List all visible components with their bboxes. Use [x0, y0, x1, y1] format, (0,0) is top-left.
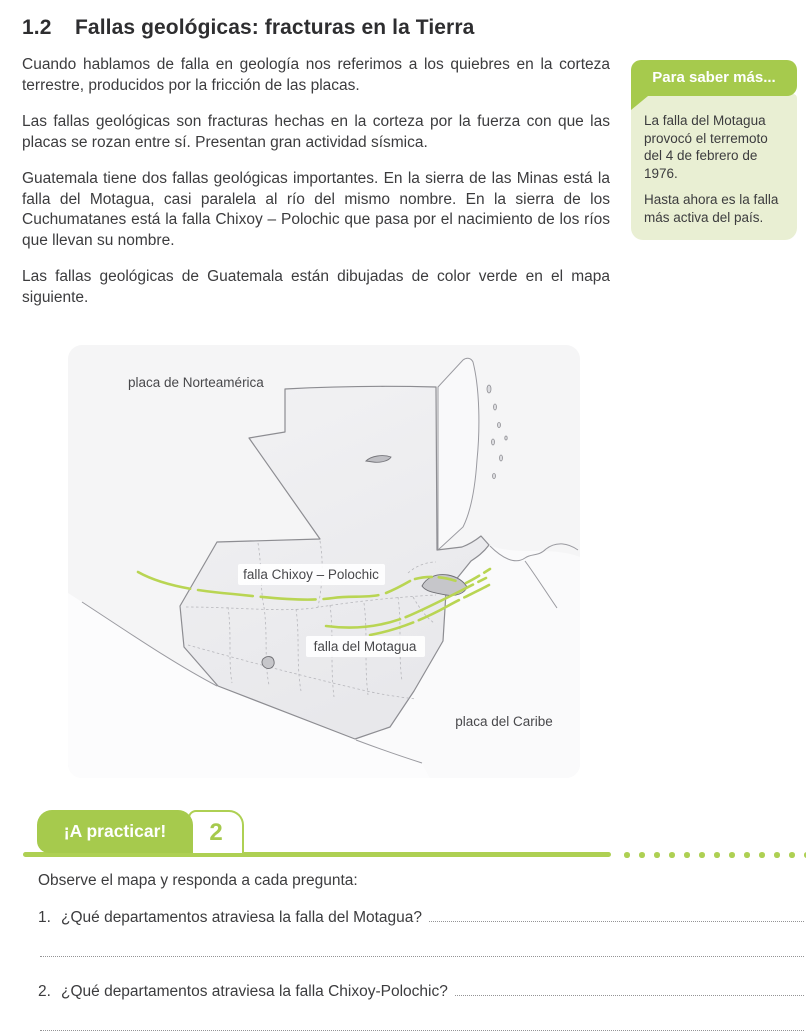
infobox-title: Para saber más...	[652, 69, 776, 86]
speech-bubble-tail	[631, 96, 648, 110]
infobox-body	[631, 94, 797, 240]
practice-badge: ¡A practicar!	[37, 810, 193, 853]
map-label-caribbean-plate: placa del Caribe	[455, 714, 553, 729]
dotted-divider	[624, 852, 806, 858]
infobox-paragraph: La falla del Motagua provocó el terremoto del 4 de febrero de 1976.	[644, 113, 768, 181]
practice-section	[20, 805, 806, 1031]
body-paragraph: Guatemala tiene dos fallas geológicas importantes. En la sierra de las Minas está la falla del Motagua, casi paralela al río del mismo nombre. En la sierra de los Cuchumatanes está la falla Chixoy – Polochic que pasa por el nacimiento de los ríos que llevan su nombre.	[22, 170, 610, 249]
question-number: 2.	[38, 983, 51, 1000]
map-drawing	[68, 345, 580, 778]
map-label-north-plate: placa de Norteamérica	[128, 375, 264, 390]
section-title: Fallas geológicas: fracturas en la Tierra	[75, 16, 475, 39]
section-heading	[22, 16, 612, 40]
practice-instruction: Observe el mapa y responda a cada pregunta:	[38, 872, 358, 889]
answer-blank	[40, 956, 804, 957]
question-row	[38, 983, 806, 1001]
answer-blank	[455, 995, 804, 996]
question-text: ¿Qué departamentos atraviesa la falla del Motagua?	[61, 909, 423, 926]
question-row	[38, 909, 806, 927]
body-paragraph: Las fallas geológicas son fracturas hechas en la corteza por la fuerza con que las placas se rozan entre sí. Presentan gran actividad sísmica.	[22, 113, 610, 151]
answer-blank	[429, 921, 804, 922]
map-label-chixoy-fault: falla Chixoy – Polochic	[243, 567, 379, 582]
belize-islands	[487, 385, 507, 479]
body-paragraph: Las fallas geológicas de Guatemala están dibujadas de color verde en el mapa siguiente.	[22, 268, 610, 306]
question-number: 1.	[38, 909, 51, 926]
body-paragraph: Cuando hablamos de falla en geología nos referimos a los quiebres en la corteza terrestre, producidos por la fricción de las placas.	[22, 56, 610, 94]
para-saber-mas-box	[631, 60, 797, 240]
guatemala-faults-map	[68, 345, 580, 778]
map-label-motagua-fault: falla del Motagua	[313, 639, 417, 654]
section-number: 1.2	[22, 16, 52, 39]
infobox-header	[631, 60, 797, 96]
practice-badge-row	[20, 805, 806, 857]
belize-outline	[438, 358, 479, 550]
infobox-paragraph: Hasta ahora es la falla más activa del país.	[644, 192, 779, 225]
main-text-column	[22, 55, 610, 324]
practice-number-tab: 2	[188, 810, 244, 853]
question-text: ¿Qué departamentos atraviesa la falla Chixoy-Polochic?	[61, 983, 448, 1000]
lake-atitlan	[262, 657, 274, 669]
